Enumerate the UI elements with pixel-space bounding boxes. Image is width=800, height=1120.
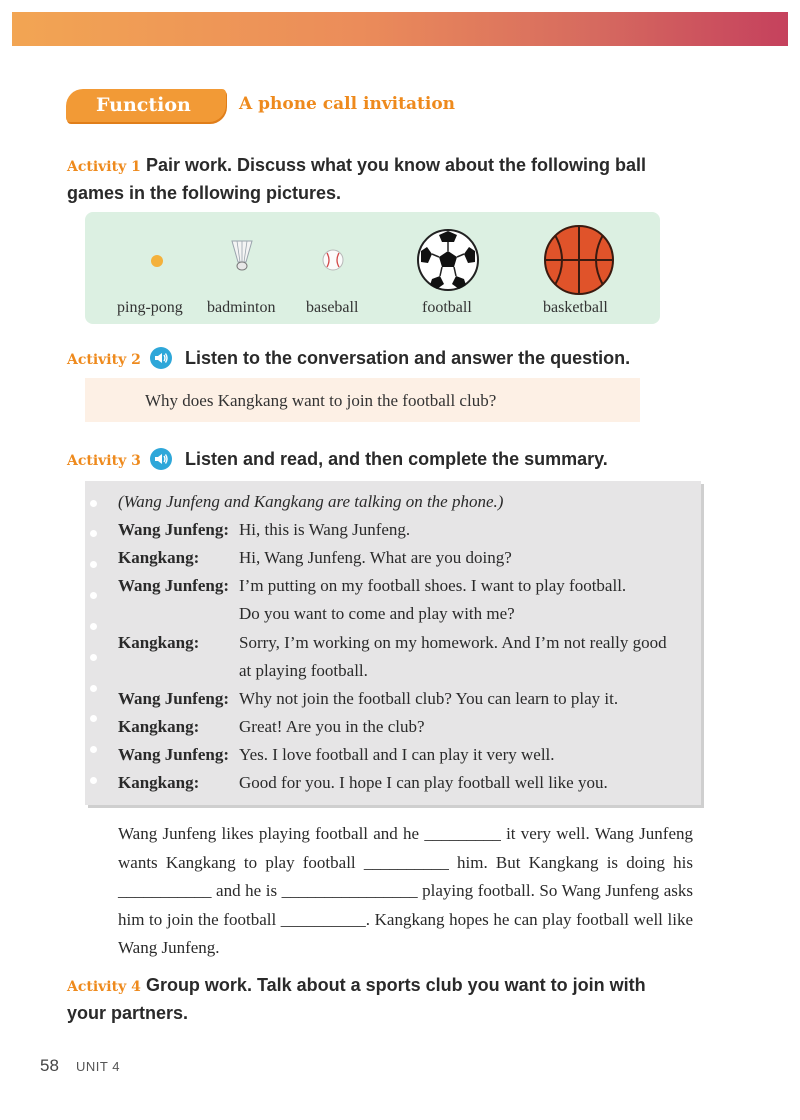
shuttlecock-icon — [229, 238, 255, 272]
dialogue-speaker: Kangkang: — [118, 773, 200, 792]
activity-3-label: Activity 3 — [67, 453, 141, 469]
activity-4-heading — [67, 972, 646, 1027]
ball-label-basketball: basketball — [543, 299, 608, 316]
activity-2-text: Listen to the conversation and answer the question. — [185, 348, 631, 368]
function-title: A phone call invitation — [239, 94, 456, 114]
question-box — [85, 378, 640, 422]
dialogue-speaker: Wang Junfeng: — [118, 745, 229, 764]
dialogue-line: Hi, Wang Junfeng. What are you doing? — [239, 548, 512, 567]
activity-2-heading — [67, 345, 630, 373]
football-icon — [417, 229, 479, 291]
ball-label-baseball: baseball — [306, 299, 359, 316]
dialogue-line: Hi, this is Wang Junfeng. — [239, 520, 411, 539]
top-banner — [12, 12, 788, 46]
activity-1-text-line2: games in the following pictures. — [67, 183, 342, 203]
dialogue-line: Good for you. I hope I can play football well like you. — [239, 773, 608, 792]
ball-label-ping-pong: ping-pong — [117, 299, 183, 316]
ball-label-badminton: badminton — [207, 299, 276, 316]
function-tab-label: Function — [96, 94, 191, 116]
audio-speaker-icon[interactable] — [150, 347, 172, 369]
activity-1-label: Activity 1 — [67, 159, 141, 175]
dialogue-speaker: Kangkang: — [118, 548, 200, 567]
ball-games-panel — [85, 212, 660, 324]
activity-3-heading — [67, 446, 608, 474]
dialogue-line: Great! Are you in the club? — [239, 717, 425, 736]
audio-speaker-icon[interactable] — [150, 448, 172, 470]
dialogue-line: Sorry, I’m working on my homework. And I’m not really good — [239, 633, 667, 652]
activity-2-label: Activity 2 — [67, 352, 141, 368]
activity-4-text-line2: your partners. — [67, 1003, 189, 1023]
activity-4-text-line1: Group work. Talk about a sports club you want to join with — [145, 975, 646, 995]
activity-1-text-line1: Pair work. Discuss what you know about the following ball — [145, 155, 646, 175]
question-text: Why does Kangkang want to join the football club? — [145, 391, 497, 410]
dialogue-speaker: Wang Junfeng: — [118, 576, 229, 595]
activity-4-label: Activity 4 — [67, 979, 141, 995]
page-number: 58 — [40, 1056, 59, 1075]
dialogue-line: at playing football. — [239, 661, 368, 680]
activity-1-heading — [67, 152, 646, 207]
dialogue-line: Why not join the football club? You can learn to play it. — [239, 689, 619, 708]
ping-pong-ball-icon — [150, 254, 164, 268]
dialogue-speaker: Kangkang: — [118, 717, 200, 736]
dialogue-line: Do you want to come and play with me? — [239, 604, 515, 623]
stage-direction: (Wang Junfeng and Kangkang are talking on the phone.) — [118, 492, 504, 511]
dialogue-line: I’m putting on my football shoes. I want to play football. — [239, 576, 627, 595]
dialogue-speaker: Kangkang: — [118, 633, 200, 652]
dialogue-speaker: Wang Junfeng: — [118, 520, 229, 539]
dialogue-line: Yes. I love football and I can play it very well. — [239, 745, 555, 764]
summary-paragraph: Wang Junfeng likes playing football and he _________ it very well. Wang Junfeng wants Kangkang to play football __________ him. But Kangkang is doing his ___________ and he is ________________ playing football. So Wang Junfeng asks him to join the football __________. Kangkang hopes he can play football well like Wang Junfeng. — [118, 824, 693, 957]
baseball-icon — [322, 249, 344, 271]
dialogue-speaker: Wang Junfeng: — [118, 689, 229, 708]
unit-label: UNIT 4 — [76, 1059, 120, 1074]
activity-3-text: Listen and read, and then complete the summary. — [185, 449, 608, 469]
basketball-icon — [543, 224, 615, 296]
function-tab — [66, 89, 226, 122]
ball-label-football: football — [422, 299, 472, 316]
